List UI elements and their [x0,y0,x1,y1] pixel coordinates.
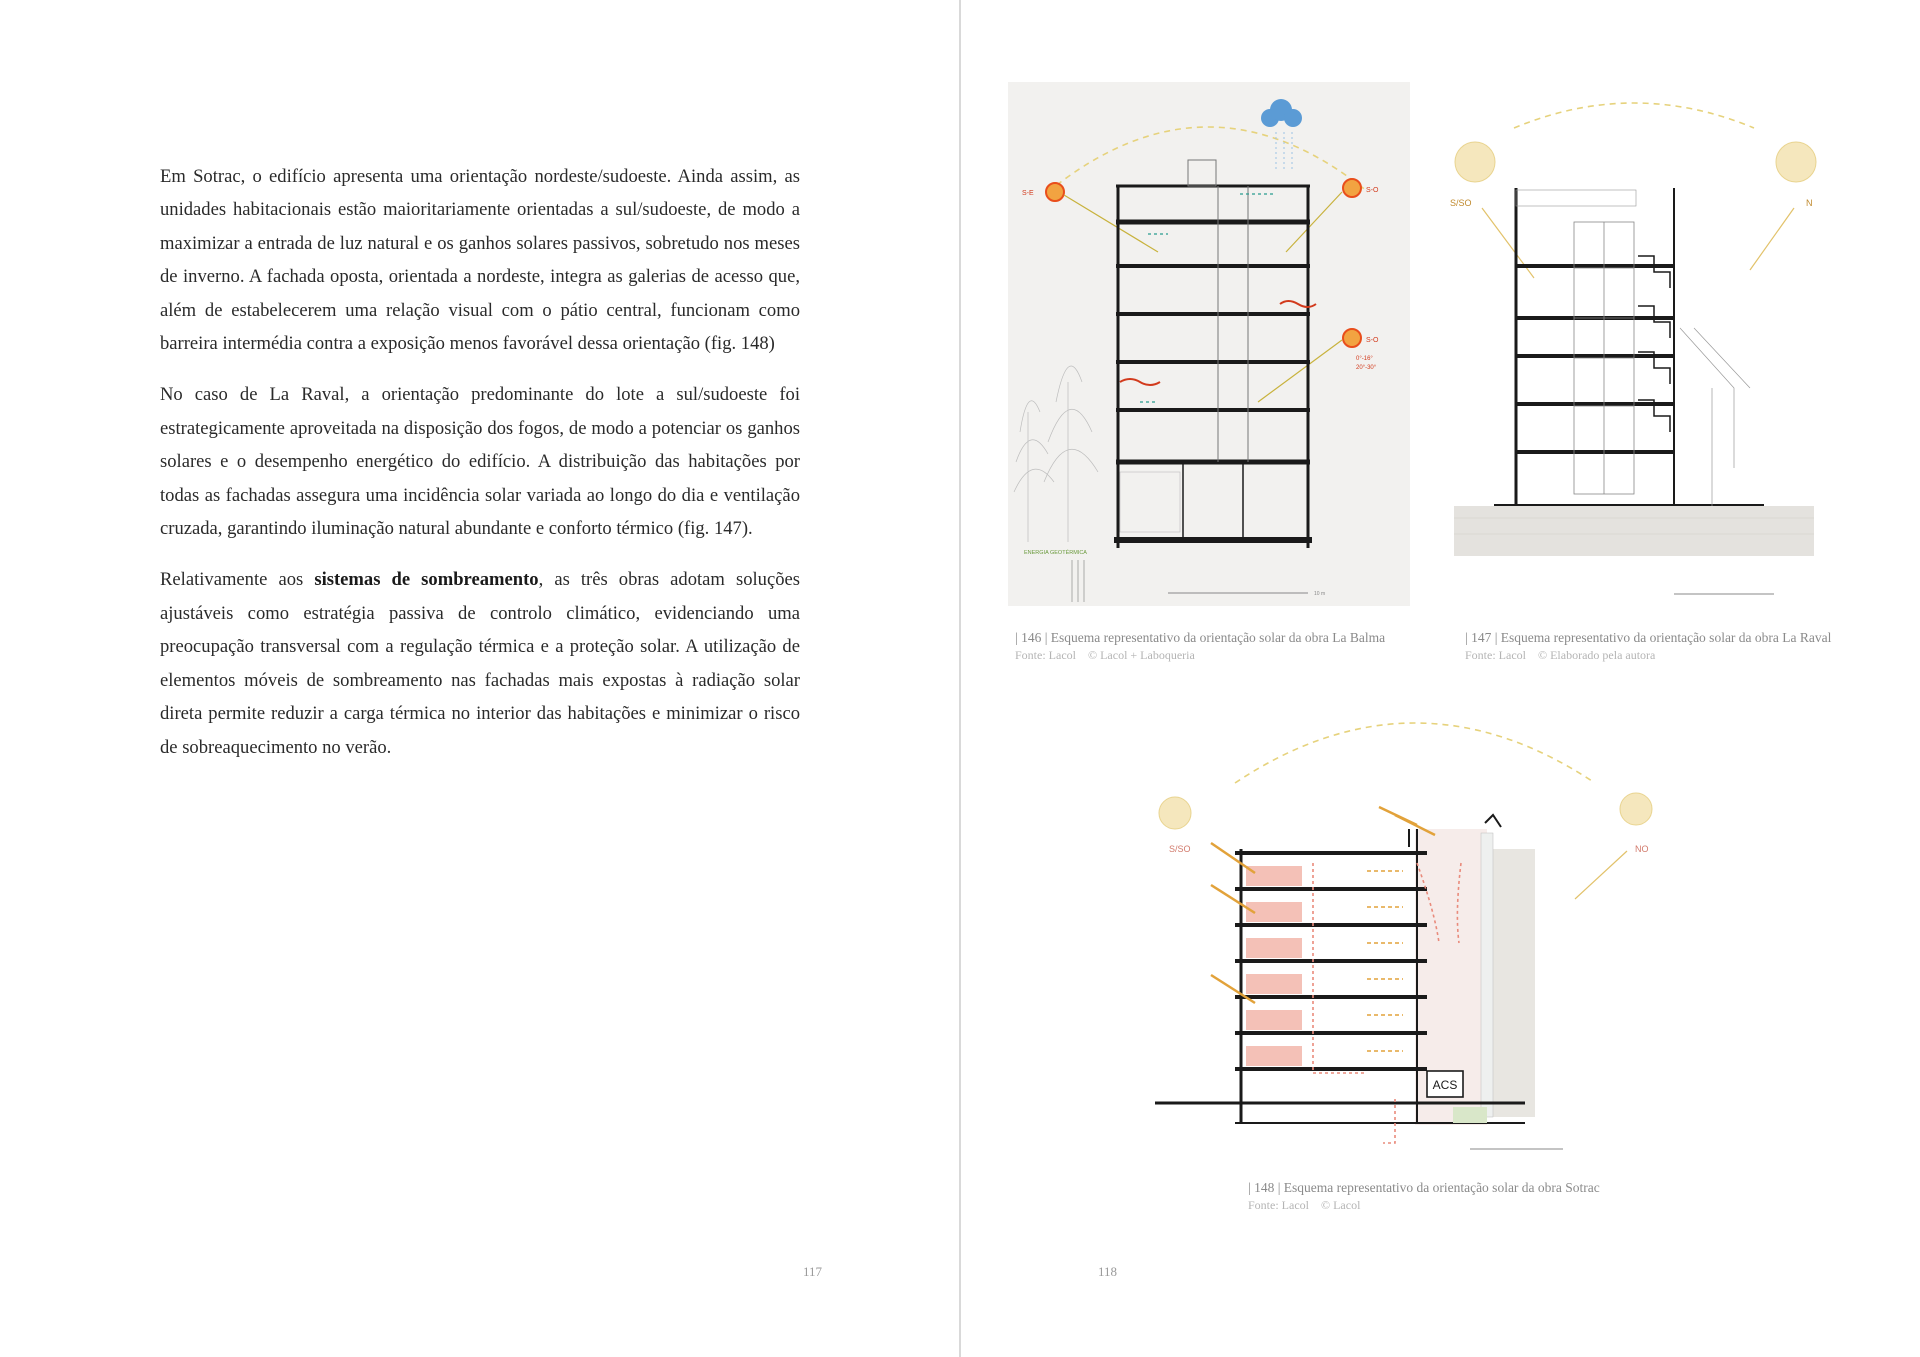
label-sun-so-low: S-O [1366,337,1379,344]
left-page [0,0,959,1357]
figure-148-source: Fonte: Lacol [1248,1198,1309,1212]
label-no: NO [1635,844,1649,854]
sun-icon [1620,793,1652,825]
label-s-so: S/SO [1450,198,1472,208]
label-scale: 10 m [1314,591,1326,597]
figure-148-copyright: © Lacol [1320,1198,1361,1212]
figure-148-credit [1248,1198,1372,1213]
figure-146-caption: | 146 | Esquema representativo da orientação solar da obra La Balma [1015,630,1386,645]
figure-147-credit [1465,648,1667,663]
sun-icon [1343,329,1361,347]
page-number-left: 117 [803,1264,823,1279]
label-angle-a: 0°-16° [1356,356,1373,362]
sun-icon [1046,183,1064,201]
label-sun-so: S-O [1366,187,1379,194]
label-sun-se: S-E [1022,190,1034,197]
page-number-right: 118 [1098,1264,1118,1279]
paragraph-3-start: Relativamente aos [160,569,315,591]
sun-icon [1343,179,1361,197]
figure-147-source: Fonte: Lacol [1465,648,1526,662]
label-s-so: S/SO [1169,844,1191,854]
figure-148-caption: | 148 | Esquema representativo da orientação solar da obra Sotrac [1248,1180,1600,1195]
figure-146-drawing [1008,82,1410,606]
right-page [961,0,1920,1357]
figure-147-copyright: © Elaborado pela autora [1537,648,1656,662]
label-n: N [1806,198,1813,208]
figure-147 [1434,88,1834,608]
body-text [160,160,800,782]
paragraph-2: No caso de La Raval, a orientação predominante do lote a sul/sudoeste foi estrategicamente aproveitada na disposição dos fogos, de modo a potenciar os ganhos solares e o desempenho energético do edifício. A distribuição das habitações por todas as fachadas assegura uma incidência solar variada ao longo do dia e ventilação cruzada, garantindo iluminação natural abundante e conforto térmico (fig. 147). [160,384,800,540]
figure-147-drawing [1434,88,1834,608]
figure-147-caption: | 147 | Esquema representativo da orientação solar da obra La Raval [1465,630,1832,645]
paragraph-1: Em Sotrac, o edifício apresenta uma orientação nordeste/sudoeste. Ainda assim, as unidades habitacionais estão maioritariamente orientadas a sul/sudoeste, de modo a maximizar a entrada de luz natural e os ganhos solares passivos, sobretudo nos meses de inverno. A fachada oposta, orientada a nordeste, integra as galerias de acesso que, além de estabelecerem uma relação visual com o pátio central, funcionam como barreira intermédia contra a exposição menos favorável dessa orientação (fig. 148) [160,166,800,355]
label-angle-b: 20°-30° [1356,365,1377,371]
sun-icon [1776,142,1816,182]
figure-146-copyright: © Lacol + Laboqueria [1087,648,1195,662]
paragraph-3 [160,563,800,763]
figure-146 [1008,82,1410,606]
sun-icon [1159,797,1191,829]
figure-148 [1155,703,1675,1163]
figure-148-drawing [1155,703,1675,1163]
label-acs: ACS [1432,1078,1458,1092]
sun-icon [1455,142,1495,182]
figure-146-source: Fonte: Lacol [1015,648,1076,662]
paragraph-3-end: , as três obras adotam soluções ajustáveis como estratégia passiva de controlo climático, evidenciando uma preocupação transversal com a regulação térmica e a proteção solar. A utilização de elementos móveis de sombreamento nas fachadas mais expostas à radiação solar direta permite reduzir a carga térmica no interior das habitações e minimizar o risco de sobreaquecimento no verão. [160,569,801,758]
figure-146-credit [1015,648,1207,663]
label-geothermal: ENERGIA GEOTÉRMICA [1024,550,1087,556]
paragraph-3-bold: sistemas de sombreamento [314,569,539,591]
